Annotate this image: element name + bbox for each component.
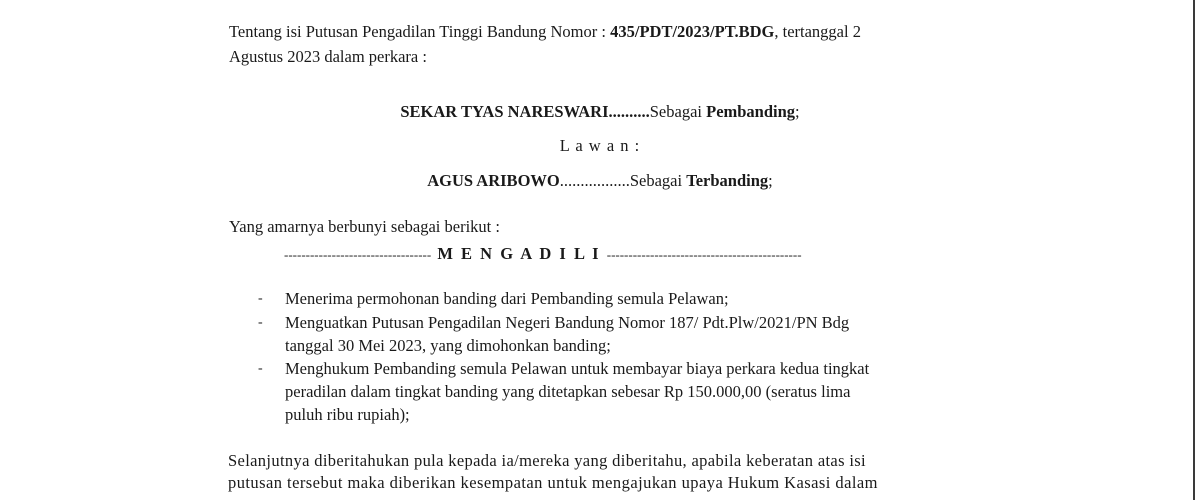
intro-line-2: Agustus 2023 dalam perkara : [229, 47, 427, 66]
respondent-role-prefix: Sebagai [629, 171, 687, 190]
closing-line-1: Selanjutnya diberitahukan pula kepada ia/mereka yang diberitahu, apabila keberatan atas isi [228, 451, 866, 470]
decision-number: 435/PDT/2023/PT.BDG [610, 22, 775, 41]
appellant-role: Pembanding [706, 102, 796, 121]
closing-line-2: putusan tersebut maka diberikan kesempatan untuk mengajukan upaya Hukum Kasasi dalam [228, 473, 878, 492]
dash-rule-right: --------------------------------------------- [606, 247, 802, 262]
ruling-item-2-line-1: Menguatkan Putusan Pengadilan Negeri Bandung Nomor 187/ Pdt.Plw/2021/PN Bdg [285, 313, 850, 332]
respondent-name: AGUS ARIBOWO [427, 171, 560, 190]
versus-label: L a w a n : [559, 136, 641, 155]
ruling-item-1: Menerima permohonan banding dari Pembanding semula Pelawan; [285, 289, 729, 308]
ruling-item-3-line-2: peradilan dalam tingkat banding yang ditetapkan sebesar Rp 150.000,00 (seratus lima [285, 382, 851, 401]
page-edge [1193, 0, 1195, 500]
appellant-end: ; [795, 102, 800, 121]
ruling-item-2-line-2: tanggal 30 Mei 2023, yang dimohonkan banding; [285, 336, 611, 355]
intro-text: Tentang isi Putusan Pengadilan Tinggi Bandung Nomor : [229, 22, 611, 41]
appellant-name: SEKAR TYAS NARESWARI [400, 102, 609, 121]
bullet-3: - [258, 361, 263, 376]
ruling-item-3-line-3: puluh ribu rupiah); [285, 405, 410, 424]
respondent-end: ; [768, 171, 773, 190]
intro-line-1 [229, 22, 861, 42]
ruling-heading-line [284, 244, 802, 265]
ruling-item-3-line-1: Menghukum Pembanding semula Pelawan untuk membayar biaya perkara kedua tingkat [285, 359, 870, 378]
bullet-1: - [258, 291, 263, 306]
respondent-dots: ................. [559, 171, 630, 190]
ruling-intro: Yang amarnya berbunyi sebagai berikut : [229, 217, 500, 236]
respondent-line [0, 171, 1200, 191]
intro-date-start: , tertanggal 2 [774, 22, 861, 41]
respondent-role: Terbanding [686, 171, 769, 190]
ruling-heading: M E N G A D I L I [431, 244, 607, 263]
bullet-2: - [258, 315, 263, 330]
appellant-dots: .......... [608, 102, 650, 121]
appellant-role-prefix: Sebagai [649, 102, 707, 121]
appellant-line [0, 102, 1200, 122]
dash-rule-left: ---------------------------------- [284, 247, 432, 262]
